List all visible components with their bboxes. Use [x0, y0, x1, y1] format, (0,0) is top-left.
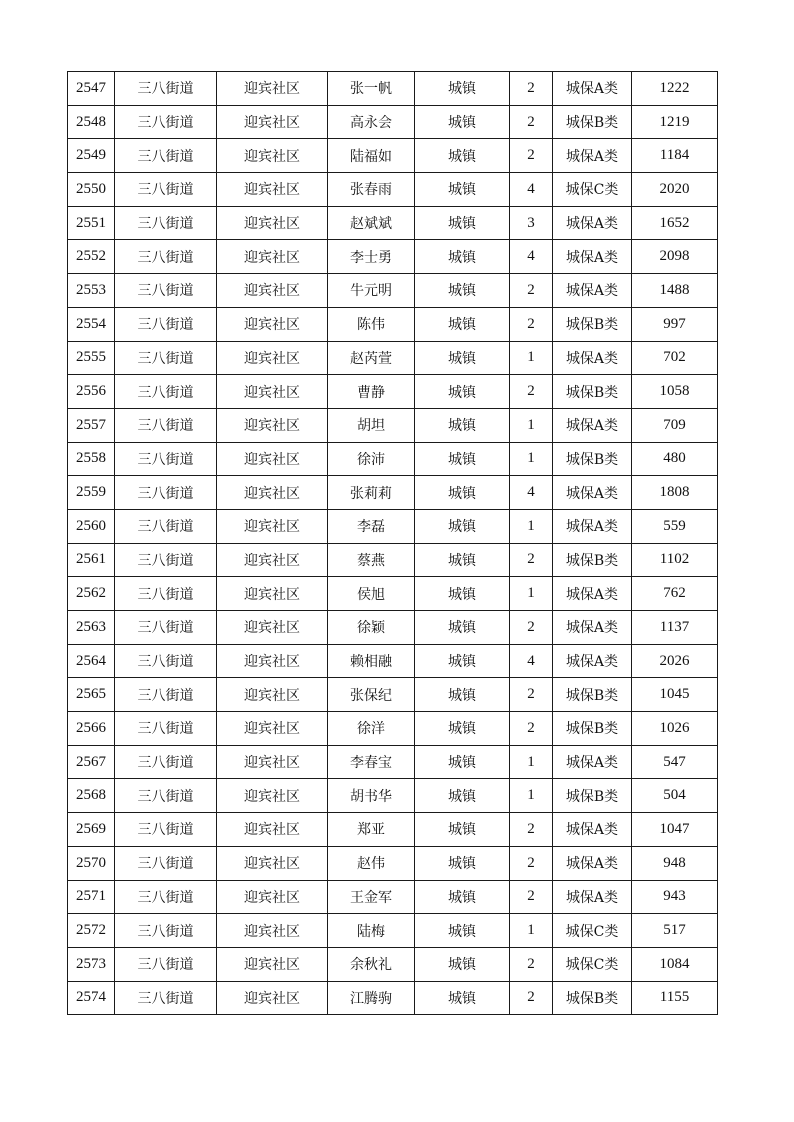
serial-number-cell: 2552	[68, 240, 115, 274]
amount-cell: 1222	[632, 72, 718, 106]
table-row	[68, 274, 718, 308]
table-row	[68, 914, 718, 948]
category-cell: 城保B类	[553, 543, 632, 577]
street-cell: 三八街道	[115, 72, 217, 106]
name-cell: 赖相融	[328, 644, 415, 678]
serial-number-cell: 2574	[68, 981, 115, 1015]
area-type-cell: 城镇	[415, 779, 510, 813]
name-cell: 李磊	[328, 509, 415, 543]
household-size-cell: 1	[510, 509, 553, 543]
area-type-cell: 城镇	[415, 274, 510, 308]
area-type-cell: 城镇	[415, 914, 510, 948]
household-size-cell: 2	[510, 880, 553, 914]
area-type-cell: 城镇	[415, 341, 510, 375]
street-cell: 三八街道	[115, 206, 217, 240]
street-cell: 三八街道	[115, 712, 217, 746]
amount-cell: 2098	[632, 240, 718, 274]
community-cell: 迎宾社区	[217, 846, 328, 880]
name-cell: 曹静	[328, 375, 415, 409]
household-size-cell: 1	[510, 779, 553, 813]
community-cell: 迎宾社区	[217, 375, 328, 409]
serial-number-cell: 2555	[68, 341, 115, 375]
household-size-cell: 2	[510, 105, 553, 139]
community-cell: 迎宾社区	[217, 678, 328, 712]
amount-cell: 997	[632, 307, 718, 341]
community-cell: 迎宾社区	[217, 745, 328, 779]
table-row	[68, 105, 718, 139]
community-cell: 迎宾社区	[217, 206, 328, 240]
community-cell: 迎宾社区	[217, 173, 328, 207]
area-type-cell: 城镇	[415, 408, 510, 442]
category-cell: 城保B类	[553, 678, 632, 712]
area-type-cell: 城镇	[415, 712, 510, 746]
household-size-cell: 2	[510, 307, 553, 341]
name-cell: 江腾驹	[328, 981, 415, 1015]
serial-number-cell: 2559	[68, 476, 115, 510]
name-cell: 徐洋	[328, 712, 415, 746]
name-cell: 侯旭	[328, 577, 415, 611]
name-cell: 牛元明	[328, 274, 415, 308]
household-size-cell: 2	[510, 712, 553, 746]
area-type-cell: 城镇	[415, 678, 510, 712]
community-cell: 迎宾社区	[217, 981, 328, 1015]
area-type-cell: 城镇	[415, 206, 510, 240]
serial-number-cell: 2564	[68, 644, 115, 678]
table-row	[68, 206, 718, 240]
area-type-cell: 城镇	[415, 105, 510, 139]
serial-number-cell: 2547	[68, 72, 115, 106]
amount-cell: 559	[632, 509, 718, 543]
amount-cell: 1102	[632, 543, 718, 577]
area-type-cell: 城镇	[415, 375, 510, 409]
table-row	[68, 173, 718, 207]
table-row	[68, 139, 718, 173]
amount-cell: 1155	[632, 981, 718, 1015]
name-cell: 陆福如	[328, 139, 415, 173]
household-size-cell: 1	[510, 341, 553, 375]
name-cell: 陈伟	[328, 307, 415, 341]
street-cell: 三八街道	[115, 476, 217, 510]
serial-number-cell: 2563	[68, 611, 115, 645]
serial-number-cell: 2548	[68, 105, 115, 139]
table-row	[68, 813, 718, 847]
table-row	[68, 442, 718, 476]
household-size-cell: 4	[510, 173, 553, 207]
amount-cell: 762	[632, 577, 718, 611]
table-row	[68, 779, 718, 813]
household-size-cell: 4	[510, 240, 553, 274]
category-cell: 城保A类	[553, 813, 632, 847]
area-type-cell: 城镇	[415, 307, 510, 341]
community-cell: 迎宾社区	[217, 274, 328, 308]
community-cell: 迎宾社区	[217, 543, 328, 577]
amount-cell: 547	[632, 745, 718, 779]
community-cell: 迎宾社区	[217, 779, 328, 813]
household-size-cell: 2	[510, 947, 553, 981]
amount-cell: 1184	[632, 139, 718, 173]
community-cell: 迎宾社区	[217, 341, 328, 375]
table-row	[68, 72, 718, 106]
table-row	[68, 712, 718, 746]
street-cell: 三八街道	[115, 173, 217, 207]
household-size-cell: 2	[510, 274, 553, 308]
name-cell: 王金军	[328, 880, 415, 914]
area-type-cell: 城镇	[415, 139, 510, 173]
category-cell: 城保A类	[553, 745, 632, 779]
name-cell: 李春宝	[328, 745, 415, 779]
community-cell: 迎宾社区	[217, 240, 328, 274]
area-type-cell: 城镇	[415, 644, 510, 678]
category-cell: 城保C类	[553, 914, 632, 948]
community-cell: 迎宾社区	[217, 644, 328, 678]
category-cell: 城保A类	[553, 274, 632, 308]
table-row	[68, 341, 718, 375]
amount-cell: 943	[632, 880, 718, 914]
table-row	[68, 611, 718, 645]
category-cell: 城保C类	[553, 947, 632, 981]
serial-number-cell: 2570	[68, 846, 115, 880]
amount-cell: 2020	[632, 173, 718, 207]
household-size-cell: 2	[510, 846, 553, 880]
name-cell: 高永会	[328, 105, 415, 139]
area-type-cell: 城镇	[415, 72, 510, 106]
name-cell: 陆梅	[328, 914, 415, 948]
amount-cell: 709	[632, 408, 718, 442]
table-row	[68, 509, 718, 543]
table-row	[68, 981, 718, 1015]
table-row	[68, 375, 718, 409]
serial-number-cell: 2573	[68, 947, 115, 981]
serial-number-cell: 2562	[68, 577, 115, 611]
serial-number-cell: 2549	[68, 139, 115, 173]
community-cell: 迎宾社区	[217, 611, 328, 645]
community-cell: 迎宾社区	[217, 408, 328, 442]
household-size-cell: 1	[510, 442, 553, 476]
category-cell: 城保C类	[553, 173, 632, 207]
amount-cell: 1058	[632, 375, 718, 409]
area-type-cell: 城镇	[415, 173, 510, 207]
serial-number-cell: 2571	[68, 880, 115, 914]
household-size-cell: 3	[510, 206, 553, 240]
serial-number-cell: 2569	[68, 813, 115, 847]
category-cell: 城保B类	[553, 375, 632, 409]
category-cell: 城保B类	[553, 981, 632, 1015]
area-type-cell: 城镇	[415, 240, 510, 274]
street-cell: 三八街道	[115, 678, 217, 712]
household-size-cell: 2	[510, 375, 553, 409]
household-size-cell: 2	[510, 72, 553, 106]
category-cell: 城保A类	[553, 476, 632, 510]
table-row	[68, 644, 718, 678]
amount-cell: 2026	[632, 644, 718, 678]
category-cell: 城保A类	[553, 846, 632, 880]
street-cell: 三八街道	[115, 981, 217, 1015]
street-cell: 三八街道	[115, 543, 217, 577]
amount-cell: 1219	[632, 105, 718, 139]
amount-cell: 702	[632, 341, 718, 375]
category-cell: 城保B类	[553, 712, 632, 746]
serial-number-cell: 2557	[68, 408, 115, 442]
category-cell: 城保A类	[553, 644, 632, 678]
street-cell: 三八街道	[115, 779, 217, 813]
name-cell: 赵斌斌	[328, 206, 415, 240]
area-type-cell: 城镇	[415, 947, 510, 981]
household-size-cell: 4	[510, 476, 553, 510]
street-cell: 三八街道	[115, 509, 217, 543]
name-cell: 赵芮萱	[328, 341, 415, 375]
community-cell: 迎宾社区	[217, 914, 328, 948]
serial-number-cell: 2572	[68, 914, 115, 948]
table-row	[68, 880, 718, 914]
category-cell: 城保B类	[553, 779, 632, 813]
name-cell: 蔡燕	[328, 543, 415, 577]
name-cell: 郑亚	[328, 813, 415, 847]
table-row	[68, 947, 718, 981]
serial-number-cell: 2560	[68, 509, 115, 543]
street-cell: 三八街道	[115, 274, 217, 308]
name-cell: 余秋礼	[328, 947, 415, 981]
table-row	[68, 476, 718, 510]
table-row	[68, 745, 718, 779]
serial-number-cell: 2565	[68, 678, 115, 712]
amount-cell: 1047	[632, 813, 718, 847]
community-cell: 迎宾社区	[217, 577, 328, 611]
household-size-cell: 2	[510, 139, 553, 173]
category-cell: 城保A类	[553, 206, 632, 240]
street-cell: 三八街道	[115, 408, 217, 442]
table-row	[68, 408, 718, 442]
serial-number-cell: 2567	[68, 745, 115, 779]
category-cell: 城保A类	[553, 240, 632, 274]
amount-cell: 1084	[632, 947, 718, 981]
community-cell: 迎宾社区	[217, 712, 328, 746]
amount-cell: 1026	[632, 712, 718, 746]
community-cell: 迎宾社区	[217, 72, 328, 106]
amount-cell: 480	[632, 442, 718, 476]
category-cell: 城保A类	[553, 577, 632, 611]
street-cell: 三八街道	[115, 105, 217, 139]
household-size-cell: 2	[510, 543, 553, 577]
street-cell: 三八街道	[115, 139, 217, 173]
category-cell: 城保A类	[553, 72, 632, 106]
household-size-cell: 2	[510, 611, 553, 645]
category-cell: 城保A类	[553, 880, 632, 914]
serial-number-cell: 2566	[68, 712, 115, 746]
street-cell: 三八街道	[115, 341, 217, 375]
community-cell: 迎宾社区	[217, 813, 328, 847]
household-size-cell: 2	[510, 981, 553, 1015]
amount-cell: 1137	[632, 611, 718, 645]
name-cell: 张莉莉	[328, 476, 415, 510]
amount-cell: 1045	[632, 678, 718, 712]
name-cell: 张春雨	[328, 173, 415, 207]
street-cell: 三八街道	[115, 947, 217, 981]
community-cell: 迎宾社区	[217, 442, 328, 476]
area-type-cell: 城镇	[415, 442, 510, 476]
serial-number-cell: 2550	[68, 173, 115, 207]
category-cell: 城保A类	[553, 341, 632, 375]
name-cell: 李士勇	[328, 240, 415, 274]
name-cell: 张一帆	[328, 72, 415, 106]
street-cell: 三八街道	[115, 846, 217, 880]
area-type-cell: 城镇	[415, 476, 510, 510]
table-row	[68, 678, 718, 712]
amount-cell: 1808	[632, 476, 718, 510]
community-cell: 迎宾社区	[217, 947, 328, 981]
household-size-cell: 1	[510, 914, 553, 948]
table-row	[68, 543, 718, 577]
community-cell: 迎宾社区	[217, 105, 328, 139]
street-cell: 三八街道	[115, 611, 217, 645]
table-row	[68, 240, 718, 274]
area-type-cell: 城镇	[415, 509, 510, 543]
street-cell: 三八街道	[115, 644, 217, 678]
amount-cell: 1488	[632, 274, 718, 308]
records-table	[67, 71, 718, 1015]
street-cell: 三八街道	[115, 813, 217, 847]
name-cell: 赵伟	[328, 846, 415, 880]
table-row	[68, 307, 718, 341]
street-cell: 三八街道	[115, 880, 217, 914]
street-cell: 三八街道	[115, 442, 217, 476]
area-type-cell: 城镇	[415, 846, 510, 880]
name-cell: 胡坦	[328, 408, 415, 442]
table-row	[68, 577, 718, 611]
category-cell: 城保B类	[553, 105, 632, 139]
street-cell: 三八街道	[115, 914, 217, 948]
serial-number-cell: 2558	[68, 442, 115, 476]
street-cell: 三八街道	[115, 375, 217, 409]
household-size-cell: 4	[510, 644, 553, 678]
community-cell: 迎宾社区	[217, 880, 328, 914]
community-cell: 迎宾社区	[217, 139, 328, 173]
serial-number-cell: 2554	[68, 307, 115, 341]
records-body	[68, 72, 718, 1015]
name-cell: 徐沛	[328, 442, 415, 476]
street-cell: 三八街道	[115, 745, 217, 779]
area-type-cell: 城镇	[415, 981, 510, 1015]
household-size-cell: 1	[510, 408, 553, 442]
amount-cell: 504	[632, 779, 718, 813]
name-cell: 张保纪	[328, 678, 415, 712]
serial-number-cell: 2553	[68, 274, 115, 308]
serial-number-cell: 2561	[68, 543, 115, 577]
area-type-cell: 城镇	[415, 745, 510, 779]
name-cell: 徐颖	[328, 611, 415, 645]
household-size-cell: 2	[510, 813, 553, 847]
street-cell: 三八街道	[115, 240, 217, 274]
amount-cell: 1652	[632, 206, 718, 240]
category-cell: 城保A类	[553, 139, 632, 173]
amount-cell: 948	[632, 846, 718, 880]
table-row	[68, 846, 718, 880]
area-type-cell: 城镇	[415, 611, 510, 645]
serial-number-cell: 2556	[68, 375, 115, 409]
category-cell: 城保A类	[553, 509, 632, 543]
household-size-cell: 1	[510, 577, 553, 611]
category-cell: 城保A类	[553, 408, 632, 442]
serial-number-cell: 2551	[68, 206, 115, 240]
household-size-cell: 1	[510, 745, 553, 779]
area-type-cell: 城镇	[415, 543, 510, 577]
area-type-cell: 城镇	[415, 880, 510, 914]
amount-cell: 517	[632, 914, 718, 948]
community-cell: 迎宾社区	[217, 509, 328, 543]
category-cell: 城保B类	[553, 307, 632, 341]
name-cell: 胡书华	[328, 779, 415, 813]
street-cell: 三八街道	[115, 307, 217, 341]
community-cell: 迎宾社区	[217, 307, 328, 341]
category-cell: 城保B类	[553, 442, 632, 476]
category-cell: 城保A类	[553, 611, 632, 645]
community-cell: 迎宾社区	[217, 476, 328, 510]
area-type-cell: 城镇	[415, 813, 510, 847]
street-cell: 三八街道	[115, 577, 217, 611]
household-size-cell: 2	[510, 678, 553, 712]
area-type-cell: 城镇	[415, 577, 510, 611]
serial-number-cell: 2568	[68, 779, 115, 813]
